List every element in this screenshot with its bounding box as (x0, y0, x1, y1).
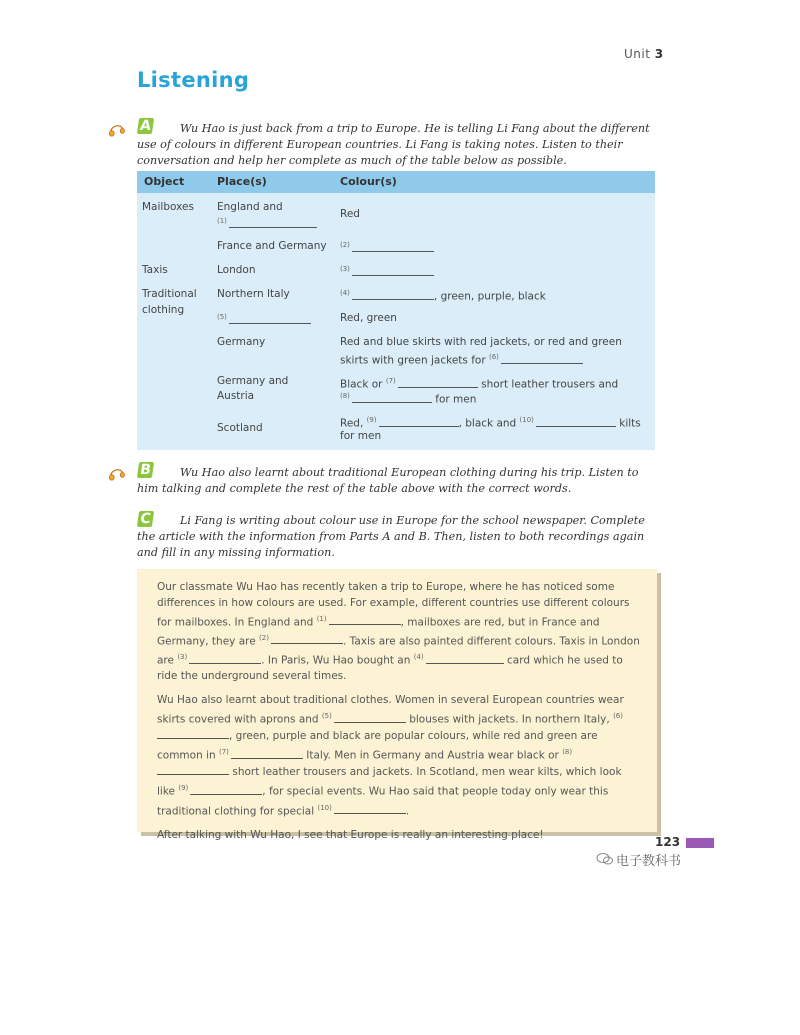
table-row: (1) (217, 214, 317, 233)
article-blank-4[interactable] (426, 653, 504, 664)
header-object: Object (144, 175, 185, 188)
table-row: (5) (217, 310, 311, 329)
part-b-instruction: Wu Hao also learnt about traditional European clothing during his trip. Listen to him talking and complete the rest of the table above with the correct words. (137, 466, 639, 495)
colour-for-men: for men (340, 430, 382, 442)
blank-2[interactable] (352, 241, 434, 252)
part-c-badge: C (137, 511, 154, 527)
place-northern-italy: Northern Italy (217, 288, 290, 300)
unit-number: 3 (654, 47, 664, 61)
newspaper-article (137, 569, 657, 841)
table-row: (2) (340, 238, 434, 257)
table-header (137, 171, 655, 193)
headphones-icon (108, 461, 138, 485)
part-a-instruction: Wu Hao is just back from a trip to Europe. He is telling Li Fang about the different use of colours in different European countries. Li Fang is taking notes. Listen to their conversation and help her complete as much of the table below as possible. (137, 122, 650, 167)
article-blank-8[interactable] (157, 764, 229, 775)
blank-7[interactable] (398, 377, 478, 388)
article-paragraph-3: After talking with Wu Hao, I see that Europe is really an interesting place! (157, 828, 544, 841)
object-mailboxes: Mailboxes (142, 201, 194, 213)
article-blank-5[interactable] (334, 712, 406, 723)
object-traditional: Traditional (142, 288, 197, 300)
table-row: Black or $^{(7)}$ short leather trousers and (340, 377, 619, 391)
table-row: Red, $^{(9)}$ , black and $^{(10)}$ kilts (340, 416, 641, 430)
page-title: Listening (137, 68, 250, 92)
header-colour: Colour(s) (340, 175, 397, 188)
headphones-icon (108, 117, 138, 141)
page-number-bar (686, 838, 714, 848)
article-blank-2[interactable] (271, 633, 343, 644)
blank-10[interactable] (536, 416, 616, 427)
blank-6[interactable] (501, 353, 583, 364)
article-blank-9[interactable] (190, 784, 262, 795)
place-scotland: Scotland (217, 422, 263, 434)
article-blank-7[interactable] (231, 748, 303, 759)
article-blank-6[interactable] (157, 728, 229, 739)
place-germany-austria-1: Germany and (217, 375, 289, 387)
part-c-instruction: Li Fang is writing about colour use in Europe for the school newspaper. Complete the article with the information from Parts A and B. Then, listen to both recordings again and fill in any missing information. (137, 514, 645, 559)
unit-label: Unit 3 (624, 47, 664, 61)
place-england: England and (217, 201, 283, 213)
watermark: 电子教科书 (596, 850, 681, 869)
blank-9[interactable] (379, 416, 459, 427)
colour-table (137, 171, 655, 450)
part-b-badge: B (137, 462, 154, 478)
object-taxis: Taxis (142, 264, 168, 276)
colour-red-green: Red, green (340, 312, 397, 324)
object-clothing: clothing (142, 304, 185, 316)
colour-germany-line1: Red and blue skirts with red jackets, or red and green (340, 336, 622, 348)
article-blank-10[interactable] (334, 803, 406, 814)
article-paragraph-1: Our classmate Wu Hao has recently taken a trip to Europe, where he has noticed some differences in how colours are used. For example, different countries use different colours for mailboxes. In England and $^{(1)}$ , mailboxes are red, but in France and Germany, they are $^{(2)}$ . Taxis are also painted different colours. Taxis in London are $^{(3)}$ . In Paris, Wu Hao bought an $^{(4)}$ card which he used to ride the underground several times. (157, 581, 640, 683)
table-row: skirts with green jackets for $^{(6)}$ (340, 350, 583, 369)
article-paragraph-2: Wu Hao also learnt about traditional clothes. Women in several European countries wear skirts covered with aprons and $^{(5)}$ blouses with jackets. In northern Italy, $^{(6)}$, green, purple and black are popular colours, while red and green are common in $^{(7)}$ Italy. Men in Germany and Austria wear black or $^{(8)}$ short leather trousers and jackets. In Scotland, men wear kilts, which look like $^{(9)}$ , for special events. Wu Hao said that people today only wear this traditional clothing for special $^{(10)}$ . (157, 694, 624, 818)
article-blank-1[interactable] (329, 614, 401, 625)
blank-1[interactable] (229, 217, 317, 228)
header-place: Place(s) (217, 175, 267, 188)
blank-8[interactable] (352, 392, 432, 403)
table-row: (3) (340, 262, 434, 281)
wechat-icon (596, 852, 614, 866)
place-germany: Germany (217, 336, 266, 348)
page-number: 123 (655, 835, 681, 849)
table-row: $^{(8)}$ for men (340, 392, 477, 406)
part-a-badge: A (137, 118, 154, 134)
colour-red: Red (340, 208, 360, 220)
blank-4[interactable] (352, 289, 434, 300)
place-london: London (217, 264, 256, 276)
place-germany-austria-2: Austria (217, 390, 255, 402)
article-blank-3[interactable] (189, 653, 261, 664)
blank-5[interactable] (229, 313, 311, 324)
table-row: $^{(4)}$ , green, purple, black (340, 289, 546, 303)
blank-3[interactable] (352, 265, 434, 276)
place-france-germany: France and Germany (217, 240, 327, 252)
